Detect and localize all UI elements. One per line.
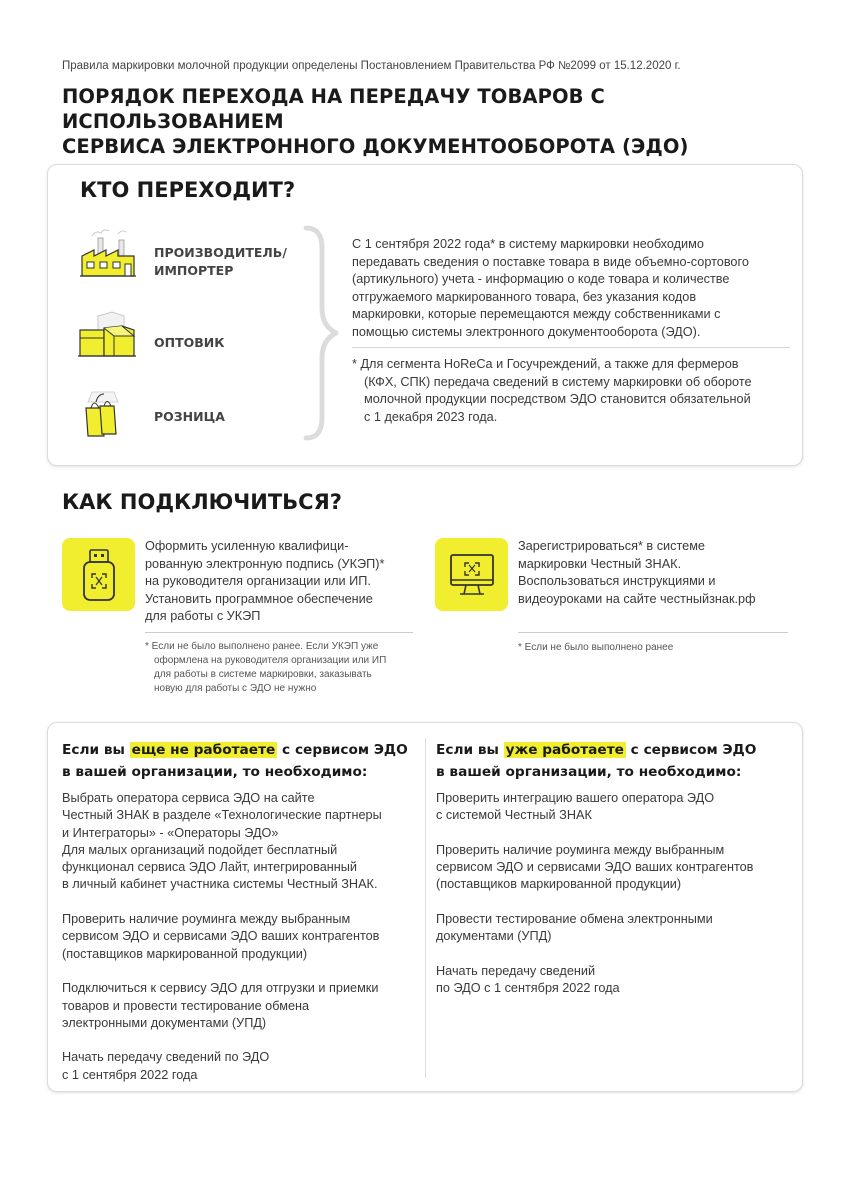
usb-token-icon — [79, 548, 119, 602]
divider — [145, 632, 413, 633]
shopping-bag-icon — [78, 386, 138, 438]
regulation-note: Правила маркировки молочной продукции определены Постановлением Правительства РФ №2099 от 15.12.2020 г. — [62, 60, 681, 72]
steps-right-title: Если вы уже работаете с сервисом ЭДО в вашей организации, то необходимо: — [436, 742, 757, 780]
steps-right-item: Начать передачу сведений по ЭДО с 1 сентября 2022 года — [436, 963, 620, 996]
divider — [352, 347, 790, 348]
how-note-register: * Если не было выполнено ранее — [518, 642, 674, 653]
boxes-icon — [78, 308, 138, 360]
steps-left-item: Подключиться к сервису ЭДО для отгрузки и приемки товаров и провести тестирование обмена электронными документами (УПД) — [62, 981, 379, 1030]
steps-right-item: Проверить интеграцию вашего оператора ЭДО с системой Честный ЗНАК — [436, 791, 715, 823]
steps-left-item: Начать передачу сведений по ЭДО с 1 сентября 2022 года — [62, 1050, 270, 1082]
how-step-signature: Оформить усиленную квалифици- рованную электронную подпись (УКЭП)* на руководителя организации или ИП. Установить программное обеспечение для работы с УКЭП — [145, 539, 385, 623]
steps-left-list — [62, 790, 417, 1101]
role-label-retail: РОЗНИЦА — [154, 409, 225, 424]
page-title: ПОРЯДОК ПЕРЕХОДА НА ПЕРЕДАЧУ ТОВАРОВ С ИСПОЛЬЗОВАНИЕМ СЕРВИСА ЭЛЕКТРОННОГО ДОКУМЕНТООБОРОТА (ЭДО) — [62, 85, 689, 158]
role-retail — [78, 386, 225, 438]
steps-right-item: Проверить наличие роуминга между выбранным сервисом ЭДО и сервисами ЭДО ваших контрагентов (поставщиков маркированной продукции) — [436, 842, 754, 892]
who-description: С 1 сентября 2022 года* в систему маркировки необходимо передавать сведения о поставке товара в виде объемно-сортового (артикульного) учета - информацию о коде товара и количестве отгружаемого маркированного товара, без указания кодов маркировки, которые перемещаются между собственниками с помощью системы электронного документооборота (ЭДО). — [352, 237, 749, 339]
steps-left-item: Проверить наличие роуминга между выбранным сервисом ЭДО и сервисами ЭДО ваших контрагентов (поставщиков маркированной продукции) — [62, 912, 380, 961]
role-label-wholesaler: ОПТОВИК — [154, 335, 225, 350]
how-step-register: Зарегистрироваться* в системе маркировки Честный ЗНАК. Воспользоваться инструкциями и видеоуроками на сайте честныйзнак.рф — [518, 539, 756, 606]
steps-right-item: Провести тестирование обмена электронными документами (УПД) — [436, 912, 713, 944]
steps-left-item: Выбрать оператора сервиса ЭДО на сайте Честный ЗНАК в разделе «Технологические партнеры и Интеграторы» - «Операторы ЭДО» Для малых организаций подойдет бесплатный функционал сервиса ЭДО Лайт, интегрированный в личный кабинет участника системы Честный ЗНАК. — [62, 791, 382, 892]
usb-token-tile — [62, 538, 135, 611]
column-divider — [425, 738, 426, 1078]
how-section-title: КАК ПОДКЛЮЧИТЬСЯ? — [62, 490, 342, 514]
role-producer — [78, 226, 287, 278]
who-section-title: КТО ПЕРЕХОДИТ? — [80, 178, 296, 202]
curly-brace-icon — [300, 224, 340, 442]
who-footnote: * Для сегмента HoReCa и Госучреждений, а также для фермеров (КФХ, СПК) передача сведений в систему маркировки об обороте молочной продукции посредством ЭДО становится обязательной с 1 декабря 2023 года. — [352, 357, 752, 424]
monitor-scan-icon — [448, 552, 496, 598]
steps-left-title: Если вы еще не работаете с сервисом ЭДО в вашей организации, то необходимо: — [62, 742, 408, 780]
role-wholesaler — [78, 308, 225, 360]
divider — [518, 632, 788, 633]
how-note-signature: * Если не было выполнено ранее. Если УКЭП уже оформлена на руководителя организации или ИП для работы в системе маркировки, заказывать новую для работы с ЭДО не нужно — [145, 641, 387, 694]
role-label-producer: ПРОИЗВОДИТЕЛЬ/ ИМПОРТЕР — [154, 245, 287, 278]
factory-icon — [78, 226, 138, 278]
monitor-tile — [435, 538, 508, 611]
steps-right-list — [436, 790, 791, 1015]
